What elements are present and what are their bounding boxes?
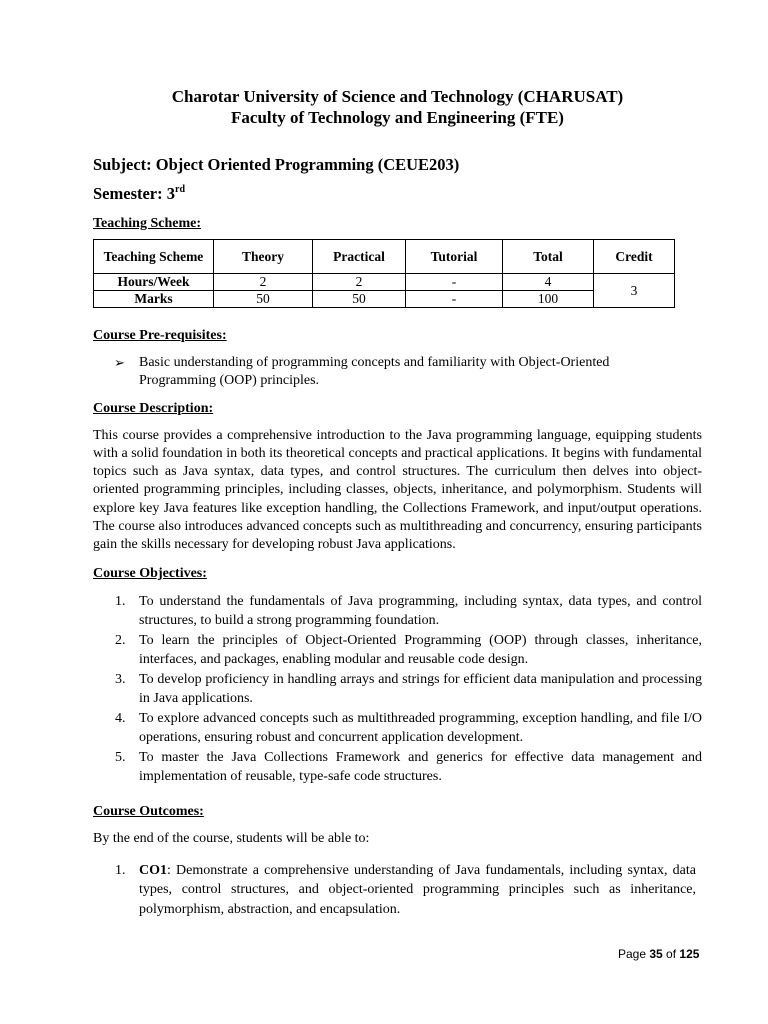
- objective-text: To learn the principles of Object-Oriented Programming (OOP) through classes, inheritance, interfaces, and packages, enabling modular and reusable code design.: [139, 632, 702, 668]
- col-header-credit: Credit: [594, 240, 675, 274]
- page-number: [618, 947, 699, 961]
- list-item: [93, 748, 702, 787]
- table-header-row: [94, 240, 675, 274]
- outcomes-intro: By the end of the course, students will be able to:: [93, 830, 370, 846]
- outcomes-title: Course Outcomes:: [93, 803, 204, 819]
- cell-practical: 2: [313, 274, 406, 291]
- cell-credit: 3: [594, 274, 675, 308]
- item-number: 4.: [115, 710, 126, 726]
- prerequisite-text: Basic understanding of programming concepts and familiarity with Object-Oriented Programming (OOP) principles.: [139, 355, 610, 389]
- teaching-scheme-table: [93, 239, 675, 308]
- col-header-tutorial: Tutorial: [406, 240, 503, 274]
- list-item: [93, 631, 702, 670]
- row-label-hours: Hours/Week: [94, 274, 214, 291]
- university-name: Charotar University of Science and Technology (CHARUSAT): [171, 87, 624, 106]
- cell-tutorial: -: [406, 291, 503, 308]
- item-number: 1.: [115, 862, 126, 878]
- cell-total: 4: [503, 274, 594, 291]
- item-number: 5.: [115, 749, 126, 765]
- page-of: of: [662, 947, 680, 961]
- objective-text: To master the Java Collections Framework and generics for effective data management and implementation of reusable, type-safe code structures.: [139, 749, 702, 785]
- list-item: [93, 592, 702, 631]
- cell-total: 100: [503, 291, 594, 308]
- cell-theory: 50: [214, 291, 313, 308]
- col-header-total: Total: [503, 240, 594, 274]
- item-number: 2.: [115, 632, 126, 648]
- outcome-text: : Demonstrate a comprehensive understanding of Java fundamentals, including syntax, data types, control structures, and object-oriented programming principles such as inheritance, polymorphism, abstraction, and encapsulation.: [139, 862, 696, 917]
- page-prefix: Page: [618, 947, 650, 961]
- objective-text: To understand the fundamentals of Java programming, including syntax, data types, and control structures, to build a strong programming foundation.: [139, 593, 702, 629]
- semester-heading: [93, 184, 702, 204]
- objectives-title: Course Objectives:: [93, 565, 207, 581]
- semester-label: Semester: 3: [93, 184, 176, 203]
- col-header-theory: Theory: [214, 240, 313, 274]
- prerequisites-title: Course Pre-requisites:: [93, 328, 227, 343]
- list-item: [93, 670, 702, 709]
- cell-tutorial: -: [406, 274, 503, 291]
- list-item: [93, 861, 696, 920]
- teaching-scheme-title: Teaching Scheme:: [93, 216, 201, 231]
- list-item: [93, 354, 663, 391]
- cell-theory: 2: [214, 274, 313, 291]
- cell-practical: 50: [313, 291, 406, 308]
- objective-text: To develop proficiency in handling arrays and strings for efficient data manipulation and processing in Java applications.: [139, 671, 702, 707]
- col-header-teaching-scheme: Teaching Scheme: [94, 240, 214, 274]
- description-text: This course provides a comprehensive introduction to the Java programming language, equipping students with a solid foundation in both its theoretical concepts and practical applications. It begins with fundamental topics such as Java syntax, data types, and control structures. The curriculum then delves into object-oriented programming principles, including classes, objects, inheritance, and polymorphism. Students will explore key Java features like exception handling, the Collections Framework, and input/output operations. The course also introduces advanced concepts such as multithreading and concurrency, ensuring participants gain the skills necessary for developing robust Java applications.: [93, 427, 702, 553]
- item-number: 1.: [115, 593, 126, 609]
- table-row: [94, 274, 675, 291]
- arrow-bullet-icon: ➢: [114, 355, 125, 370]
- prerequisites-list: [93, 354, 702, 391]
- list-item: [93, 709, 702, 748]
- subject-heading: Subject: Object Oriented Programming (CEUE203): [93, 155, 460, 174]
- objectives-list: [93, 592, 702, 787]
- page-total: 125: [679, 947, 700, 961]
- table-row: [94, 291, 675, 308]
- outcome-tag: CO1: [139, 862, 167, 878]
- col-header-practical: Practical: [313, 240, 406, 274]
- semester-suffix: rd: [175, 184, 186, 195]
- objective-text: To explore advanced concepts such as multithreaded programming, exception handling, and file I/O operations, ensuring robust and concurrent application development.: [139, 710, 702, 746]
- faculty-name: Faculty of Technology and Engineering (FTE): [231, 108, 564, 127]
- document-page: [93, 86, 702, 919]
- description-title: Course Description:: [93, 400, 214, 416]
- row-label-marks: Marks: [94, 291, 214, 308]
- page-current: 35: [649, 947, 663, 961]
- item-number: 3.: [115, 671, 126, 687]
- outcomes-list: [93, 861, 696, 920]
